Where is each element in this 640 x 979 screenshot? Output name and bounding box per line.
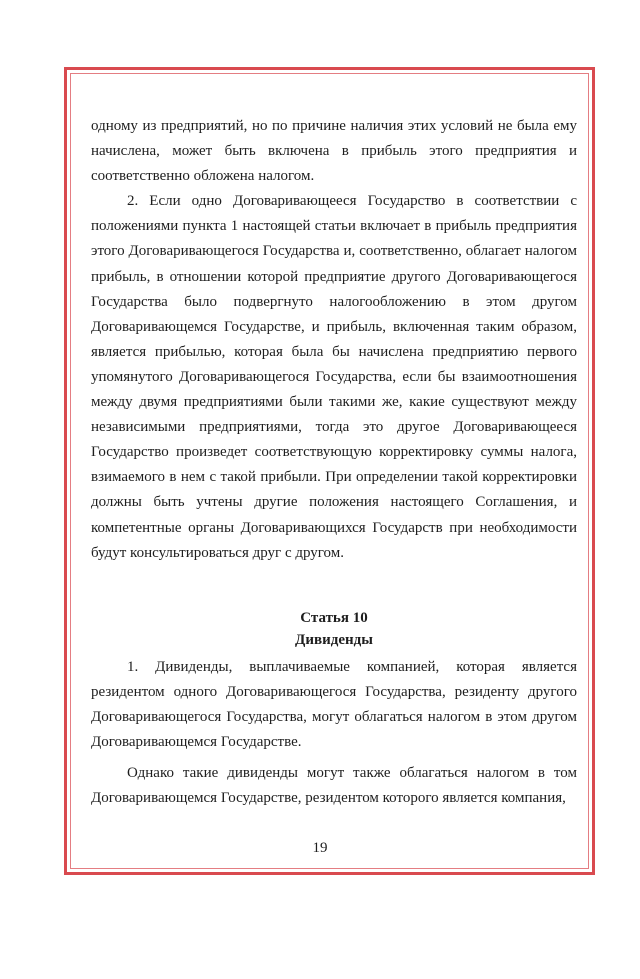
page-number: 19 bbox=[312, 840, 328, 856]
document-body bbox=[91, 114, 577, 811]
paragraph-continuation-bottom: Однако такие дивиденды могут также облагаться налогом в том Договаривающемся Государстве, резидентом которого является компания, bbox=[91, 765, 577, 807]
article-title: Дивиденды bbox=[295, 631, 373, 648]
paragraph-clause-2: 2. Если одно Договаривающееся Государство в соответствии с положениями пункта 1 настоящей статьи включает в прибыль предприятия этого Договаривающегося Государства и, соответственно, облагает налогом прибыль, в отношении которой предприятие другого Договаривающегося Государства было подвергнуто налогообложению в этом другом Договаривающемся Государстве, и прибыль, включенная таким образом, является прибылью, которая была бы начислена предприятию первого упомянутого Договаривающегося Государства, если бы взаимоотношения между двумя предприятиями были такими же, какие существуют между независимыми предприятиями, тогда это другое Договаривающееся Государство произведет соответствующую корректировку суммы налога, взимаемого в нем с такой прибыли. При определении такой корректировки должны быть учтены другие положения настоящего Соглашения, и компетентные органы Договаривающихся Государств при необходимости будут консультироваться друг с другом. bbox=[91, 193, 577, 561]
article-number: Статья 10 bbox=[300, 609, 368, 626]
paragraph-clause-1: 1. Дивиденды, выплачиваемые компанией, которая является резидентом одного Договаривающегося Государства, резиденту другого Договаривающегося Государства, могут облагаться налогом в этом другом Договаривающемся Государстве. bbox=[91, 658, 577, 750]
paragraph-continuation: одному из предприятий, но по причине наличия этих условий не была ему начислена, может быть включена в прибыль этого предприятия и соответственно обложена налогом. bbox=[91, 118, 577, 185]
